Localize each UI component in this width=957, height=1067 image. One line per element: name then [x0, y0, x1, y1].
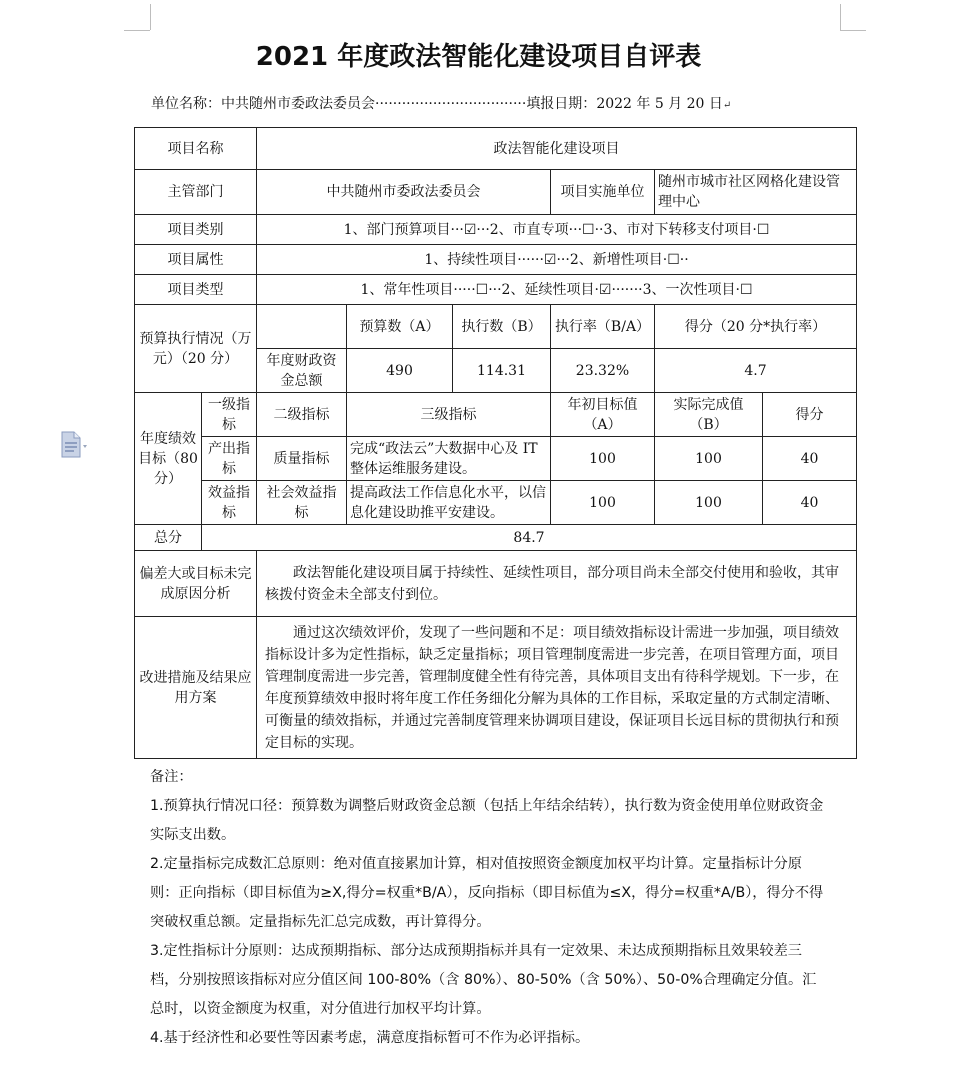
attribute-label: 项目属性: [135, 245, 257, 275]
unit-name: 中共随州市委政法委员会: [221, 96, 375, 112]
row1-level2: 质量指标: [257, 437, 347, 481]
type-label: 项目类型: [135, 275, 257, 305]
row1-score: 40: [763, 437, 857, 481]
row1-level3: 完成“政法云”大数据中心及 IT 整体运维服务建设。: [347, 437, 551, 481]
budget-score-header: 得分（20 分*执行率）: [655, 305, 857, 349]
perf-score-header: 得分: [763, 393, 857, 437]
total-value: 84.7: [202, 525, 857, 551]
notes-heading: 备注：: [150, 769, 193, 785]
unit-label: 单位名称：: [151, 96, 221, 112]
deviation-text: 政法智能化建设项目属于持续性、延续性项目，部分项目尚未全部交付使用和验收，其审核拨付资金未全部支付到位。: [257, 551, 857, 617]
level3-header: 三级指标: [347, 393, 551, 437]
project-name-value: 政法智能化建设项目: [257, 128, 857, 170]
total-label: 总分: [135, 525, 202, 551]
level2-header: 二级指标: [257, 393, 347, 437]
category-label: 项目类别: [135, 215, 257, 245]
notes-section: [150, 763, 830, 1053]
row2-score: 40: [763, 481, 857, 525]
budget-score-value: 4.7: [655, 349, 857, 393]
crop-mark-top-left: [150, 4, 151, 30]
type-value: 1、常年性项目·····☐···2、延续性项目·☑·······3、一次性项目·☐: [257, 275, 857, 305]
budget-label: 预算执行情况（万元）（20 分）: [135, 305, 257, 393]
date-label: 填报日期：: [526, 96, 597, 112]
row1-actual: 100: [655, 437, 763, 481]
header-info: [151, 93, 731, 113]
exec-value: 114.31: [453, 349, 551, 393]
table-row: [135, 437, 857, 481]
crop-mark-top-left-h: [124, 30, 150, 31]
project-name-label: 项目名称: [135, 128, 257, 170]
date-value: 2022 年 5 月 20 日: [596, 96, 723, 112]
document-icon[interactable]: [60, 430, 88, 460]
budget-header: 预算数（A）: [347, 305, 453, 349]
dept-value: 中共随州市委政法委员会: [257, 170, 551, 215]
dept-label: 主管部门: [135, 170, 257, 215]
impl-unit-label: 项目实施单位: [551, 170, 655, 215]
actual-header: 实际完成值（B）: [655, 393, 763, 437]
budget-corner: [257, 305, 347, 349]
row1-level1: 产出指标: [202, 437, 257, 481]
note-item-4: 4.基于经济性和必要性等因素考虑，满意度指标暂可不作为必评指标。: [150, 1030, 590, 1046]
note-item-1: 1.预算执行情况口径：预算数为调整后财政资金总额（包括上年结余结转），执行数为资金使用单位财政资金实际支出数。: [150, 798, 824, 843]
budget-value: 490: [347, 349, 453, 393]
fiscal-total-label: 年度财政资金总额: [257, 349, 347, 393]
deviation-label: 偏差大或目标未完成原因分析: [135, 551, 257, 617]
target-header: 年初目标值（A）: [551, 393, 655, 437]
crop-mark-top-right: [840, 4, 841, 30]
attribute-value: 1、持续性项目······☑···2、新增性项目·☐··: [257, 245, 857, 275]
row2-actual: 100: [655, 481, 763, 525]
exec-header: 执行数（B）: [453, 305, 551, 349]
note-item-3: 3.定性指标计分原则：达成预期指标、部分达成预期指标并具有一定效果、未达成预期指标且效果较差三档，分别按照该指标对应分值区间 100-80%（含 80%）、80-50%（含 50%）、50-0%合理确定分值。汇总时，以资金额度为权重，对分值进行加权平均计算。: [150, 943, 817, 1017]
category-value: 1、部门预算项目···☑···2、市直专项···☐··3、市对下转移支付项目·☐: [257, 215, 857, 245]
improve-label: 改进措施及结果应用方案: [135, 617, 257, 759]
row2-level2: 社会效益指标: [257, 481, 347, 525]
rate-header: 执行率（B/A）: [551, 305, 655, 349]
rate-value: 23.32%: [551, 349, 655, 393]
crop-mark-top-right-h: [840, 30, 866, 31]
perf-label: 年度绩效目标（80 分）: [135, 393, 202, 525]
paragraph-mark: ↵: [722, 100, 732, 111]
note-item-2: 2.定量指标完成数汇总原则：绝对值直接累加计算，相对值按照资金额度加权平均计算。定量指标计分原则：正向指标（即目标值为≥X,得分=权重*B/A），反向指标（即目标值为≤X，得分=权重*A/B），得分不得突破权重总额。定量指标先汇总完成数，再计算得分。: [150, 856, 824, 930]
level1-header: 一级指标: [202, 393, 257, 437]
improve-text: 通过这次绩效评价，发现了一些问题和不足：项目绩效指标设计需进一步加强，项目绩效指标设计多为定性指标，缺乏定量指标；项目管理制度需进一步完善，在项目管理方面，项目管理制度需进一步完善，管理制度健全性有待完善，具体项目支出有待科学规划。下一步，在年度预算绩效申报时将年度工作任务细化分解为具体的工作目标，采取定量的方式制定清晰、可衡量的绩效指标，并通过完善制度管理来协调项目建设，保证项目长远目标的贯彻执行和预定目标的实现。: [257, 617, 857, 759]
row2-level3: 提高政法工作信息化水平，以信息化建设助推平安建设。: [347, 481, 551, 525]
page-title: 2021 年度政法智能化建设项目自评表: [255, 42, 702, 72]
row1-target: 100: [551, 437, 655, 481]
row2-target: 100: [551, 481, 655, 525]
impl-unit-value: 随州市城市社区网格化建设管理中心: [655, 170, 857, 215]
self-evaluation-table: [134, 127, 857, 759]
row2-level1: 效益指标: [202, 481, 257, 525]
leader-dots: ··································: [375, 96, 527, 112]
table-row: [135, 481, 857, 525]
